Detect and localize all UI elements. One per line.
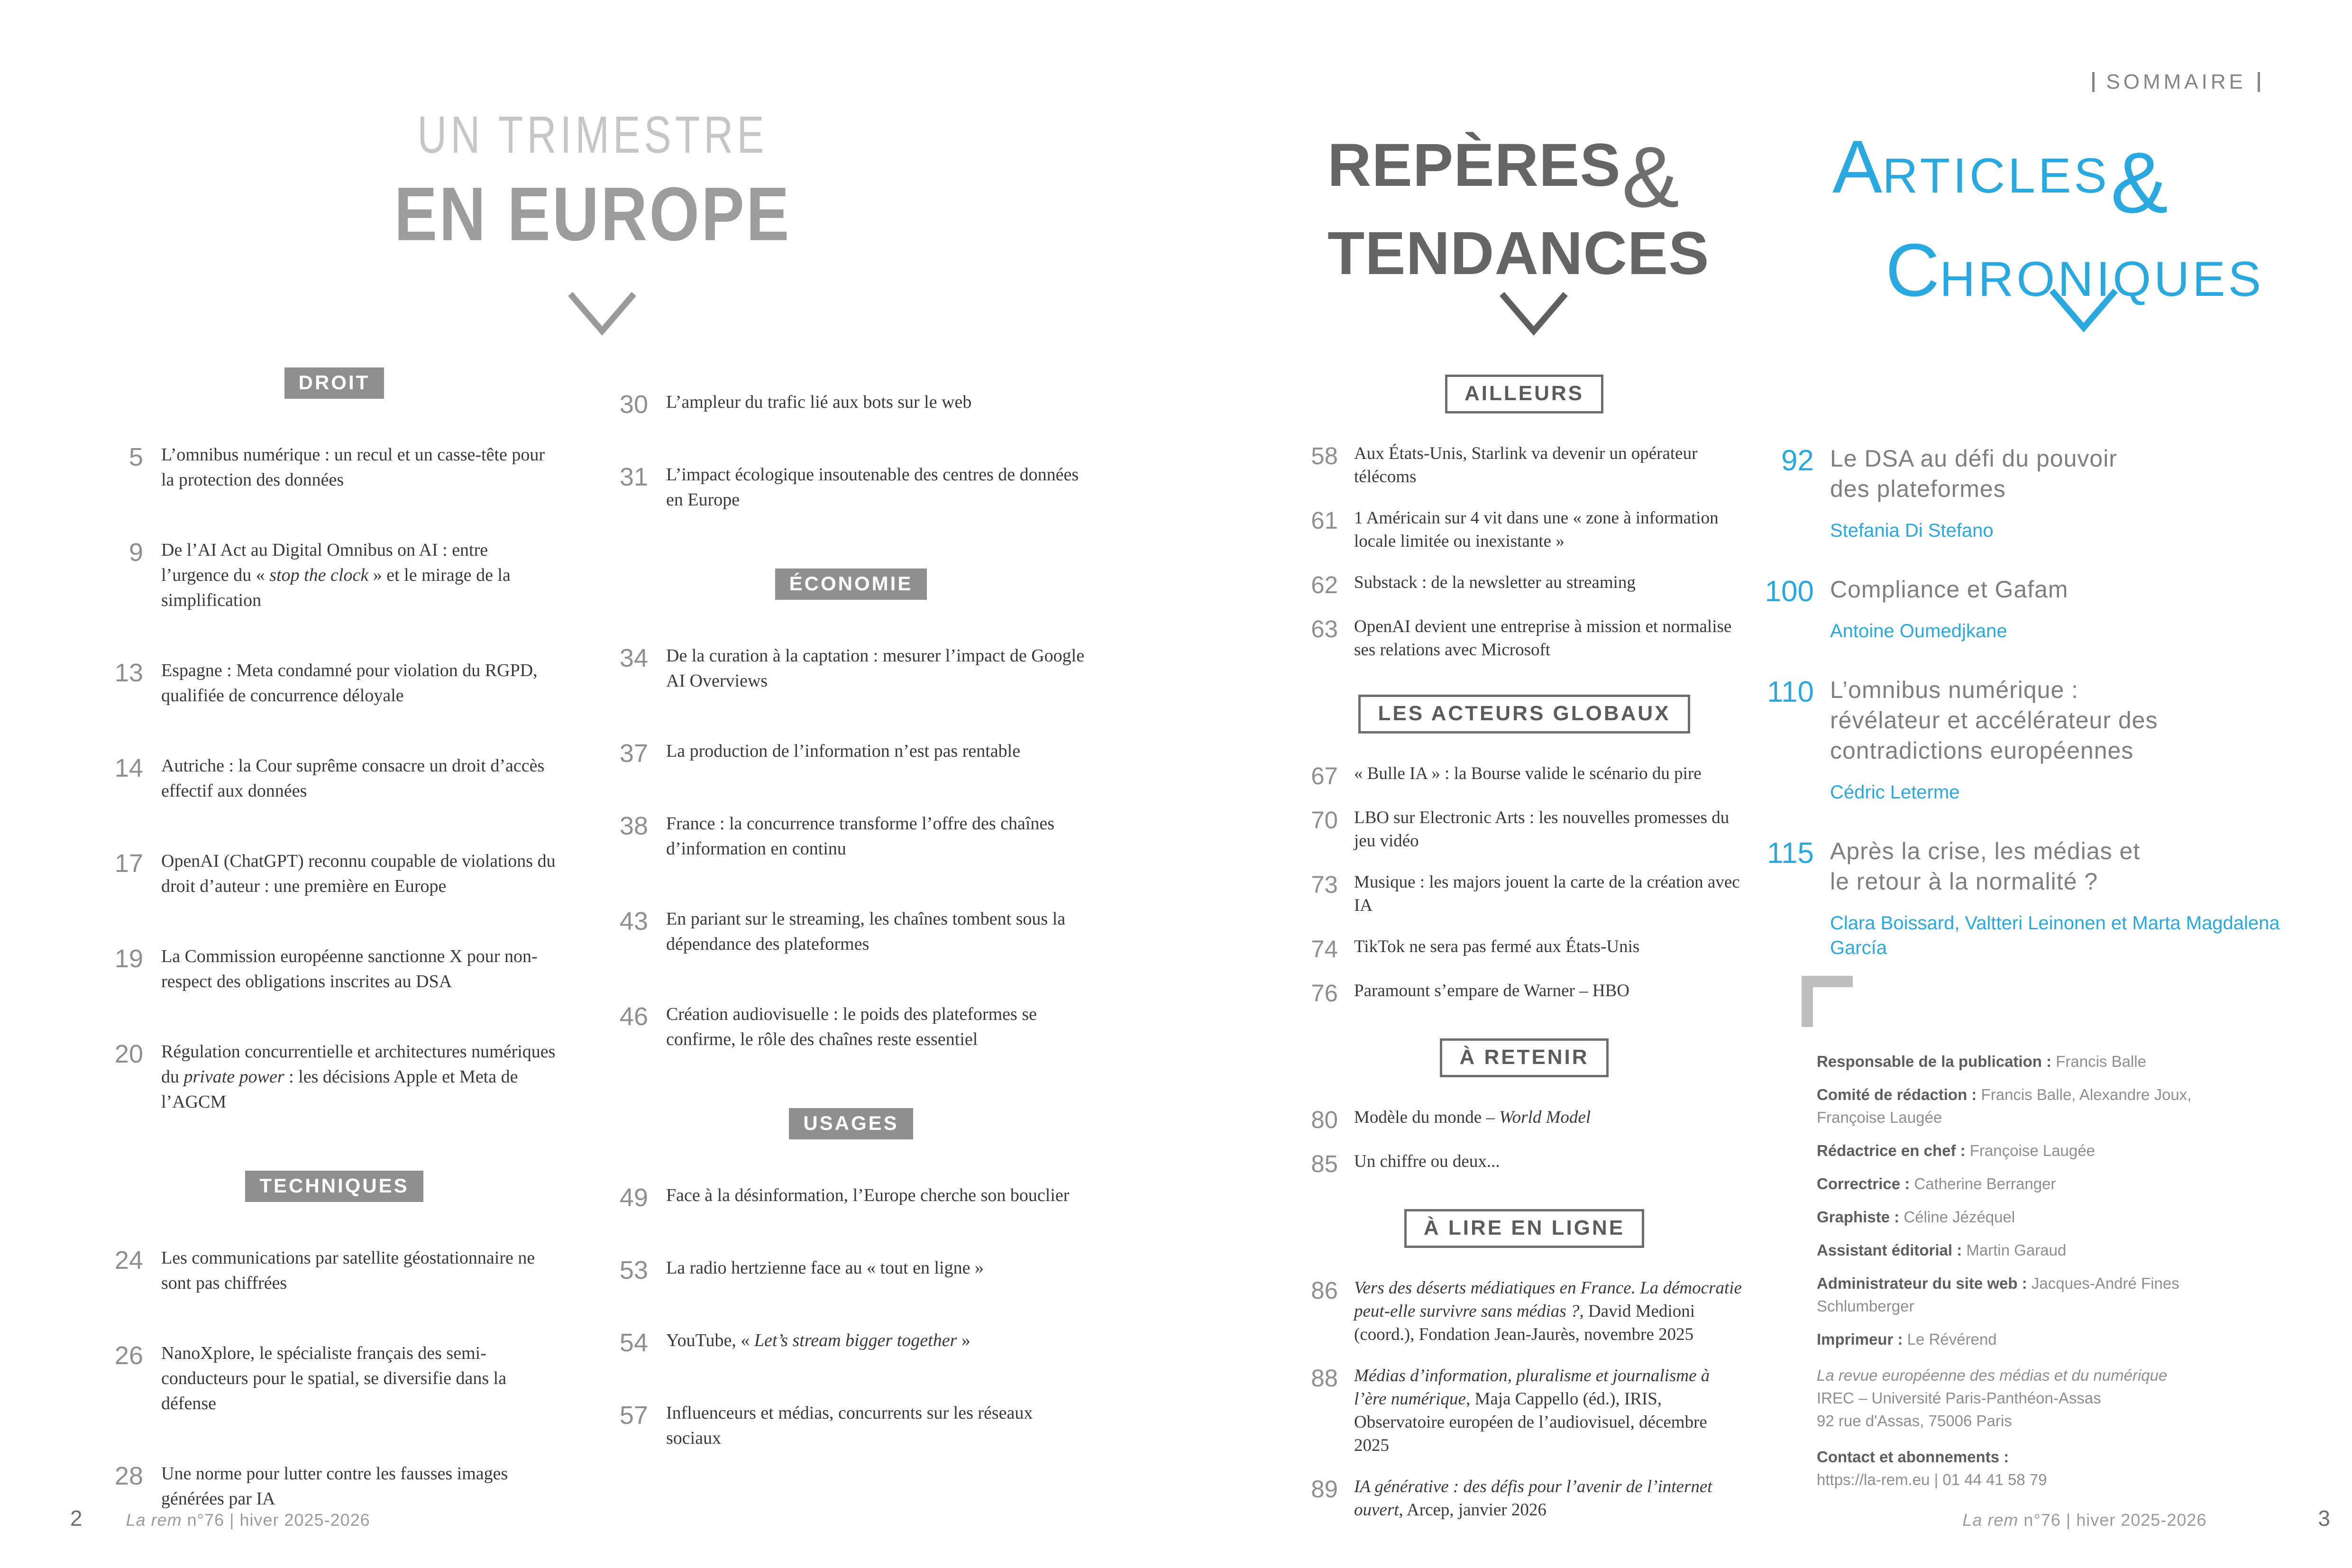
entry-page-number: 26 (114, 1341, 143, 1370)
toc-entry (109, 538, 559, 613)
masthead-row (1817, 1239, 2234, 1262)
text-segment: , David Medioni (coord.), Fondation Jean-Jaurès, novembre 2025 (1354, 1302, 1695, 1344)
toc-entry (1304, 935, 1745, 961)
article-title (1830, 574, 2162, 605)
masthead-row (1817, 1139, 2234, 1162)
text-segment: L’impact écologique insoutenable des centres de données en Europe (666, 465, 1079, 510)
text-segment: Après la crise, les médias et le retour à la normalité ? (1830, 838, 2141, 895)
masthead-role-label: Responsable de la publication : (1817, 1053, 2056, 1070)
entry-title (1354, 442, 1745, 488)
entry-page-number: 31 (619, 463, 648, 491)
masthead-role-label: Administrateur du site web : (1817, 1275, 2032, 1292)
text-segment: : les décisions Apple et Meta de l’AGCM (161, 1067, 518, 1112)
entry-title (666, 811, 1088, 862)
text-segment: , Arcep, janvier 2026 (1399, 1500, 1547, 1520)
articles-list (1763, 443, 2313, 991)
divider-bar-icon (2258, 72, 2260, 92)
entry-page-number: 76 (1311, 980, 1338, 1007)
entry-title (161, 538, 559, 613)
masthead-role-value: Le Révérend (1907, 1330, 1997, 1348)
section-label-a-lire-en-ligne: À LIRE EN LIGNE (1404, 1209, 1644, 1248)
text-segment: , Maja Cappello (éd.), IRIS, Observatoire européen de l’audiovisuel, décembre 2025 (1354, 1389, 1707, 1455)
entry-title (161, 849, 559, 899)
section-label-usages: USAGES (789, 1108, 913, 1139)
text-segment: Les communications par satellite géostationnaire ne sont pas chiffrées (161, 1248, 535, 1293)
entry-page-number: 88 (1311, 1365, 1338, 1392)
entry-page-number: 85 (1311, 1150, 1338, 1177)
text-segment: » et le mirage de la simplification (161, 565, 511, 610)
text-segment: Vers des déserts médiatiques en France. La démocratie peut-elle survivre sans médias ? (1354, 1278, 1742, 1321)
sommaire-label (2081, 70, 2271, 94)
article-authors: Antoine Oumedjkane (1830, 621, 2007, 642)
text-segment: France : la concurrence transforme l’offre des chaînes d’information en continu (666, 814, 1055, 859)
masthead-role-value: Françoise Laugée (1969, 1142, 2095, 1159)
masthead-address-line2: 92 rue d'Assas, 75006 Paris (1817, 1412, 2012, 1430)
text-segment: Une norme pour lutter contre les fausses images générées par IA (161, 1464, 508, 1509)
article-authors: Clara Boissard, Valtteri Leinonen et Marta Magdalena García (1830, 913, 2280, 958)
section-label-economie: ÉCONOMIE (775, 569, 927, 600)
masthead-row (1817, 1083, 2234, 1129)
toc-entry (614, 390, 1088, 417)
article-entry (1763, 675, 2313, 805)
entry-page-number: 89 (1311, 1476, 1338, 1503)
toc-entry (109, 1246, 559, 1296)
sommaire-text: SOMMAIRE (2106, 70, 2246, 93)
entry-title (666, 390, 971, 417)
entry-page-number: 14 (114, 754, 143, 782)
entry-page-number: 86 (1311, 1277, 1338, 1304)
entry-title (161, 944, 559, 994)
text-segment: La rem (1962, 1510, 2019, 1530)
heading-kicker: UN TRIMESTRE (417, 106, 768, 165)
entry-title (1354, 806, 1745, 853)
entry-page-number: 5 (128, 443, 143, 471)
text-segment: Régulation concurrentielle et architectures numériques du (161, 1042, 556, 1087)
entry-title (161, 1039, 559, 1115)
entry-title (161, 1461, 559, 1512)
article-authors: Stefania Di Stefano (1830, 520, 1994, 541)
section-label-techniques: TECHNIQUES (245, 1171, 423, 1202)
toc-entry (109, 753, 559, 804)
toc-entry (614, 462, 1088, 513)
toc-entry (109, 658, 559, 708)
entry-page-number: 19 (114, 944, 143, 973)
text-segment: TikTok ne sera pas fermé aux États-Unis (1354, 937, 1640, 956)
text-segment: Espagne : Meta condamné pour violation du RGPD, qualifiée de concurrence déloyale (161, 660, 538, 706)
heading-initial: A (1832, 125, 1883, 209)
entry-page-number: 30 (619, 390, 648, 419)
text-segment: L’omnibus numérique : un recul et un casse-tête pour la protection des données (161, 445, 545, 490)
entry-title (1354, 506, 1745, 553)
article-body (1830, 443, 2285, 543)
text-segment: La production de l’information n’est pas rentable (666, 741, 1021, 761)
masthead-role-label: Correctrice : (1817, 1175, 1914, 1192)
toc-list-retenir (1304, 1106, 1745, 1176)
entry-title (666, 907, 1088, 957)
text-segment: Création audiovisuelle : le poids des plateformes se confirme, le rôle des chaînes reste essentiel (666, 1004, 1037, 1049)
entry-page-number: 13 (114, 659, 143, 687)
toc-entry (614, 739, 1088, 766)
entry-title (1354, 979, 1629, 1005)
label-wrap (109, 367, 559, 399)
toc-entry (109, 1341, 559, 1416)
heading-initial: C (1885, 229, 1940, 312)
text-segment: n°76 | hiver 2025-2026 (182, 1510, 370, 1530)
contact-url-phone: https://la-rem.eu | 01 44 41 58 79 (1817, 1471, 2047, 1488)
journal-name: La revue européenne des médias et du numérique (1817, 1366, 2168, 1384)
article-authors: Cédric Leterme (1830, 782, 1960, 803)
entry-page-number: 24 (114, 1246, 143, 1275)
entry-page-number: 49 (619, 1183, 648, 1212)
article-title (1830, 443, 2162, 504)
article-entry (1763, 836, 2313, 960)
toc-list-ailleurs (1304, 442, 1745, 661)
entry-title (666, 1401, 1088, 1451)
toc-list-usages (614, 1183, 1088, 1451)
entry-page-number: 37 (619, 739, 648, 768)
toc-entry (109, 944, 559, 994)
heading-line2: TENDANCES (1327, 220, 1710, 287)
page-number-right: 3 (2318, 1506, 2330, 1531)
section-heading-reperes-tendances (1327, 127, 1802, 285)
toc-entry (614, 1183, 1088, 1210)
masthead (1817, 1050, 2234, 1491)
contact-label: Contact et abonnements : (1817, 1448, 2009, 1466)
text-segment: Compliance et Gafam (1830, 576, 2068, 603)
text-segment: Face à la désinformation, l’Europe cherche son bouclier (666, 1185, 1070, 1205)
toc-entry (109, 442, 559, 493)
toc-entry (614, 1328, 1088, 1356)
toc-entry (1304, 1475, 1745, 1522)
entry-page-number: 38 (619, 812, 648, 840)
heading-text: RTICLES (1882, 148, 2110, 203)
heading-title: EN EUROPE (394, 171, 791, 257)
masthead-row (1817, 1050, 2234, 1073)
entry-title (1354, 762, 1702, 788)
text-segment: La Commission européenne sanctionne X pour non-respect des obligations inscrites au DSA (161, 946, 538, 991)
masthead-role-label: Graphiste : (1817, 1208, 1904, 1226)
toc-list-techniques-cont (614, 390, 1088, 513)
masthead-row (1817, 1173, 2234, 1195)
corner-mark (1802, 976, 1853, 1027)
text-segment: Un chiffre ou deux... (1354, 1152, 1500, 1171)
text-segment: Médias d’information, pluralisme et journalisme à l’ère numérique (1354, 1366, 1710, 1409)
toc-entry (1304, 506, 1745, 553)
entry-title (161, 658, 559, 708)
text-segment: De la curation à la captation : mesurer l’impact de Google AI Overviews (666, 646, 1085, 691)
text-segment: Autriche : la Cour suprême consacre un droit d’accès effectif aux données (161, 756, 545, 801)
article-body (1830, 675, 2285, 805)
toc-entry (1304, 762, 1745, 788)
article-page-number: 110 (1767, 676, 1814, 708)
entry-title (666, 643, 1088, 694)
toc-entry (614, 1401, 1088, 1451)
masthead-row (1817, 1328, 2234, 1351)
entry-page-number: 53 (619, 1256, 648, 1284)
toc-entry (1304, 1276, 1745, 1346)
toc-column-droit-techniques (109, 367, 559, 1557)
entry-title (1354, 1475, 1745, 1522)
chevron-down-icon (1498, 290, 1569, 336)
article-body (1830, 574, 2285, 643)
toc-column-reperes (1304, 375, 1745, 1540)
heading-text: HRONIQUES (1940, 252, 2264, 307)
label-wrap (1304, 375, 1745, 413)
label-wrap (1304, 1038, 1745, 1077)
masthead-address-line1: IREC – Université Paris-Panthéon-Assas (1817, 1389, 2101, 1407)
entry-page-number: 9 (128, 538, 143, 567)
masthead-rows (1817, 1050, 2234, 1351)
entry-page-number: 74 (1311, 935, 1338, 963)
toc-entry (614, 907, 1088, 957)
entry-title (666, 739, 1020, 766)
entry-page-number: 63 (1311, 615, 1338, 642)
section-heading-articles-chroniques (1832, 124, 2352, 313)
text-segment: Let’s stream bigger together (754, 1330, 957, 1350)
article-page-number: 92 (1781, 444, 1814, 477)
text-segment: Substack : de la newsletter au streaming (1354, 573, 1636, 592)
entry-title (1354, 571, 1636, 597)
section-label-acteurs-globaux: LES ACTEURS GLOBAUX (1358, 695, 1690, 734)
toc-list-techniques (109, 1246, 559, 1512)
label-wrap (1304, 695, 1745, 734)
footer-left (70, 1505, 370, 1531)
toc-entry (614, 643, 1088, 694)
label-wrap (614, 569, 1088, 600)
toc-entry (614, 1256, 1088, 1283)
entry-page-number: 34 (619, 644, 648, 672)
article-entry (1763, 443, 2313, 543)
entry-page-number: 54 (619, 1329, 648, 1357)
toc-entry (1304, 1150, 1745, 1176)
entry-page-number: 73 (1311, 871, 1338, 898)
text-segment: NanoXplore, le spécialiste français des semi-conducteurs pour le spatial, se diversifie dans la défense (161, 1343, 507, 1413)
toc-entry (1304, 871, 1745, 917)
entry-page-number: 46 (619, 1002, 648, 1031)
masthead-role-label: Rédactrice en chef : (1817, 1142, 1970, 1159)
entry-page-number: 28 (114, 1462, 143, 1490)
toc-list-lire (1304, 1276, 1745, 1522)
entry-title (1354, 1150, 1500, 1176)
entry-page-number: 58 (1311, 442, 1338, 469)
article-page-number: 115 (1767, 837, 1814, 870)
toc-list-droit (109, 442, 559, 1115)
footer-right (1962, 1505, 2330, 1531)
entry-page-number: 61 (1311, 507, 1338, 534)
entry-title (666, 1328, 970, 1356)
section-label-a-retenir: À RETENIR (1440, 1038, 1608, 1077)
ampersand: & (1621, 128, 1680, 225)
entry-title (161, 1341, 559, 1416)
text-segment: private power (183, 1067, 284, 1087)
chevron-down-icon (2048, 287, 2119, 332)
entry-title (666, 462, 1088, 513)
article-page-number: 100 (1765, 575, 1814, 608)
entry-title (666, 1183, 1069, 1210)
text-segment: L’omnibus numérique : révélateur et accélérateur des contradictions européennes (1830, 677, 2158, 764)
entry-title (666, 1256, 984, 1283)
masthead-role-label: Comité de rédaction : (1817, 1086, 1981, 1103)
entry-title (161, 753, 559, 804)
heading-text: REPÈRES (1327, 131, 1621, 199)
entry-title (1354, 1364, 1745, 1457)
masthead-row (1817, 1206, 2234, 1229)
text-segment: De l’AI Act au Digital Omnibus on AI : entre l’urgence du « (161, 540, 488, 585)
toc-entry (1304, 806, 1745, 853)
footer-issue-text (126, 1510, 370, 1530)
text-segment: L’ampleur du trafic lié aux bots sur le web (666, 392, 972, 412)
text-segment: Paramount s’empare de Warner – HBO (1354, 981, 1629, 1000)
label-wrap (614, 1108, 1088, 1139)
toc-entry (614, 811, 1088, 862)
ampersand: & (2110, 134, 2169, 231)
text-segment: OpenAI devient une entreprise à mission et normalise ses relations avec Microsoft (1354, 617, 1732, 660)
toc-entry (1304, 615, 1745, 661)
article-entry (1763, 574, 2313, 643)
entry-page-number: 80 (1311, 1106, 1338, 1133)
text-segment: « Bulle IA » : la Bourse valide le scénario du pire (1354, 764, 1702, 783)
label-wrap (1304, 1209, 1745, 1248)
entry-page-number: 67 (1311, 762, 1338, 789)
entry-page-number: 62 (1311, 571, 1338, 598)
article-title (1830, 675, 2162, 766)
toc-entry (614, 1002, 1088, 1052)
entry-title (1354, 871, 1745, 917)
divider-bar-icon (2092, 72, 2095, 92)
toc-list-acteurs (1304, 762, 1745, 1005)
chevron-down-icon (567, 290, 638, 336)
masthead-row (1817, 1272, 2234, 1318)
text-segment: YouTube, « (666, 1330, 754, 1350)
text-segment: Le DSA au défi du pouvoir des plateformes (1830, 445, 2117, 502)
text-segment: » (957, 1330, 970, 1350)
masthead-role-label: Assistant éditorial : (1817, 1241, 1967, 1259)
toc-entry (1304, 571, 1745, 597)
text-segment: Musique : les majors jouent la carte de la création avec IA (1354, 872, 1740, 915)
toc-entry (1304, 442, 1745, 488)
heading-line1 (1832, 124, 2352, 232)
entry-title (1354, 1106, 1591, 1132)
text-segment: 1 Américain sur 4 vit dans une « zone à information locale limitée ou inexistante » (1354, 508, 1719, 551)
toc-entry (109, 849, 559, 899)
page-number-left: 2 (70, 1506, 82, 1531)
toc-entry (1304, 979, 1745, 1005)
entry-page-number: 43 (619, 907, 648, 935)
masthead-role-value: Francis Balle, Alexandre Joux, Françoise Laugée (1817, 1086, 2192, 1126)
masthead-role-value: Francis Balle (2056, 1053, 2146, 1070)
entry-page-number: 70 (1311, 807, 1338, 834)
footer-issue-text (1962, 1510, 2206, 1530)
toc-entry (1304, 1106, 1745, 1132)
masthead-role-value: Catherine Berranger (1914, 1175, 2056, 1192)
entry-title (1354, 615, 1745, 661)
text-segment: En pariant sur le streaming, les chaînes tombent sous la dépendance des plateformes (666, 909, 1066, 954)
entry-title (1354, 1276, 1745, 1346)
heading-line1 (1327, 127, 1802, 227)
entry-title (666, 1002, 1088, 1052)
masthead-role-value: Jacques-André Fines Schlumberger (1817, 1275, 2179, 1315)
article-title (1830, 836, 2162, 897)
text-segment: Modèle du monde – (1354, 1108, 1500, 1127)
text-segment: LBO sur Electronic Arts : les nouvelles promesses du jeu vidéo (1354, 808, 1730, 851)
text-segment: Aux États-Unis, Starlink va devenir un opérateur télécoms (1354, 444, 1698, 486)
text-segment: OpenAI (ChatGPT) reconnu coupable de violations du droit d’auteur : une première en Europe (161, 851, 556, 896)
toc-column-economie-usages (614, 390, 1088, 1496)
text-segment: La radio hertzienne face au « tout en ligne » (666, 1258, 984, 1278)
toc-entry (109, 1039, 559, 1115)
text-segment: La rem (126, 1510, 182, 1530)
text-segment: stop the clock (269, 565, 369, 585)
section-label-droit: DROIT (284, 367, 384, 399)
entry-title (1354, 935, 1639, 961)
label-wrap (109, 1171, 559, 1202)
entry-page-number: 57 (619, 1401, 648, 1430)
toc-entry (1304, 1364, 1745, 1457)
masthead-role-value: Martin Garaud (1966, 1241, 2067, 1259)
entry-page-number: 20 (114, 1040, 143, 1068)
text-segment: World Model (1499, 1108, 1591, 1127)
masthead-role-value: Céline Jézéquel (1904, 1208, 2015, 1226)
text-segment: Influenceurs et médias, concurrents sur les réseaux sociaux (666, 1403, 1033, 1448)
masthead-role-label: Imprimeur : (1817, 1330, 1907, 1348)
toc-entry (109, 1461, 559, 1512)
section-label-ailleurs: AILLEURS (1445, 375, 1603, 413)
text-segment: n°76 | hiver 2025-2026 (2018, 1510, 2207, 1530)
article-body (1830, 836, 2285, 960)
text-segment: IA générative : des défis pour l’avenir de l’internet ouvert (1354, 1477, 1712, 1520)
entry-title (161, 442, 559, 493)
toc-list-economie (614, 643, 1088, 1052)
entry-title (161, 1246, 559, 1296)
entry-page-number: 17 (114, 849, 143, 878)
section-heading-trimestre (303, 106, 882, 257)
